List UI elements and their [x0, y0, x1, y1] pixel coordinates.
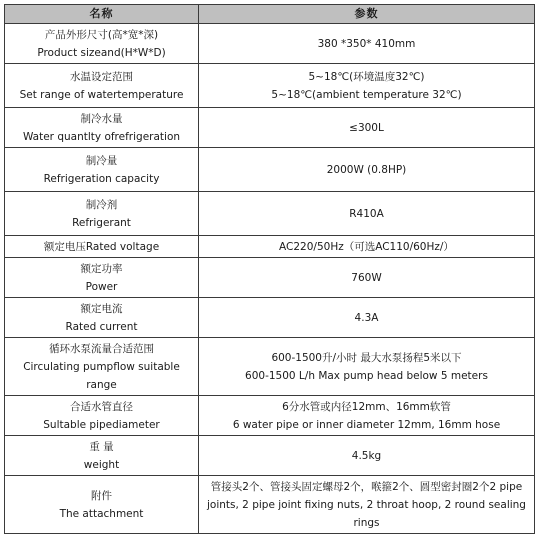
- row-name-en: Rated current: [65, 320, 138, 333]
- row-value: [199, 338, 535, 396]
- row-value-text: 管接头2个、管接头固定螺母2个，喉箍2个、圆型密封圈2个2 pipe joints, 2 pipe joint fixing nuts, 2 throat hoop, 2 round sealing rings: [207, 480, 526, 529]
- row-value: [199, 148, 535, 192]
- table-row: [5, 436, 535, 476]
- row-value-text: 2000W (0.8HP): [326, 163, 407, 176]
- table-row: [5, 258, 535, 298]
- row-name-en: Set range of watertemperature: [19, 88, 184, 101]
- row-name-zh: 制冷量: [85, 154, 118, 167]
- row-name: [5, 258, 199, 298]
- table-row: [5, 192, 535, 236]
- row-name-zh: 制冷水量: [80, 112, 123, 125]
- row-name-zh: 制冷剂: [85, 198, 118, 211]
- row-name: [5, 236, 199, 258]
- row-value: [199, 298, 535, 338]
- table-row: [5, 298, 535, 338]
- row-value-text: 4.5kg: [351, 449, 382, 462]
- row-value-text: 760W: [351, 271, 382, 284]
- row-value: [199, 258, 535, 298]
- table-row: [5, 396, 535, 436]
- row-name: [5, 148, 199, 192]
- row-name-en: Power: [85, 280, 118, 293]
- row-value: [199, 64, 535, 108]
- row-value-text: 380 *350* 410mm: [317, 37, 416, 50]
- row-name: [5, 436, 199, 476]
- row-value: [199, 236, 535, 258]
- row-name: [5, 338, 199, 396]
- row-name-zh: 合适水管直径: [70, 400, 133, 413]
- row-value: [199, 108, 535, 148]
- row-name-text: 额定电压Rated voltage: [43, 240, 160, 253]
- row-value-en: 6 water pipe or inner diameter 12mm, 16mm hose: [232, 418, 501, 431]
- row-value-zh: 600-1500升/小时 最大水泵扬程5米以下: [271, 351, 462, 364]
- row-value-en: 5~18℃(ambient temperature 32℃): [271, 88, 462, 101]
- spec-table-container: [4, 4, 534, 534]
- table-row: [5, 108, 535, 148]
- row-value-text: AC220/50Hz（可选AC110/60Hz/）: [279, 240, 454, 253]
- row-name-zh: 附件: [91, 489, 112, 502]
- table-row: [5, 476, 535, 534]
- row-value: [199, 192, 535, 236]
- table-header-row: [5, 5, 535, 24]
- row-value-zh: 6分水管或内径12mm、16mm软管: [282, 400, 451, 413]
- row-name: [5, 396, 199, 436]
- row-value-text: ≤300L: [349, 121, 384, 134]
- row-name: [5, 24, 199, 64]
- row-name-en: The attachment: [59, 507, 144, 520]
- row-value: [199, 396, 535, 436]
- row-name-en: Refrigerant: [72, 216, 131, 229]
- table-row: [5, 148, 535, 192]
- row-value: [199, 24, 535, 64]
- row-name: [5, 64, 199, 108]
- row-name-zh: 产品外形尺寸(高*宽*深): [44, 28, 159, 41]
- row-name: [5, 476, 199, 534]
- spec-table: [4, 4, 535, 534]
- row-name-zh: 额定功率: [80, 262, 123, 275]
- row-value-text: R410A: [349, 207, 384, 220]
- table-row: [5, 64, 535, 108]
- row-name-en: Water quantlty ofrefrigeration: [22, 130, 181, 143]
- table-row: [5, 236, 535, 258]
- row-name-zh: 循环水泵流量合适范围: [49, 342, 154, 355]
- row-name-en: Product sizeand(H*W*D): [37, 46, 166, 59]
- row-name-zh: 额定电流: [80, 302, 123, 315]
- row-name: [5, 192, 199, 236]
- row-value-text: 4.3A: [354, 311, 379, 324]
- table-row: [5, 338, 535, 396]
- row-name-en: Refrigeration capacity: [43, 172, 160, 185]
- row-name-zh: 水温设定范围: [70, 70, 133, 83]
- header-name: 名称: [5, 5, 199, 24]
- row-value-en: 600-1500 L/h Max pump head below 5 meters: [245, 369, 488, 382]
- row-name-en: Circulating pumpflow suitable: [23, 360, 180, 373]
- row-name: [5, 108, 199, 148]
- row-value-zh: 5~18℃(环境温度32℃): [308, 70, 425, 83]
- row-name-en: weight: [83, 458, 120, 471]
- row-name: [5, 298, 199, 338]
- row-name-en-cont: range: [86, 378, 117, 391]
- header-param: 参数: [199, 5, 535, 24]
- row-name-zh: 重 量: [89, 440, 114, 453]
- table-row: [5, 24, 535, 64]
- row-value: [199, 436, 535, 476]
- row-name-en: Sultable pipediameter: [43, 418, 160, 431]
- row-value: [199, 476, 535, 534]
